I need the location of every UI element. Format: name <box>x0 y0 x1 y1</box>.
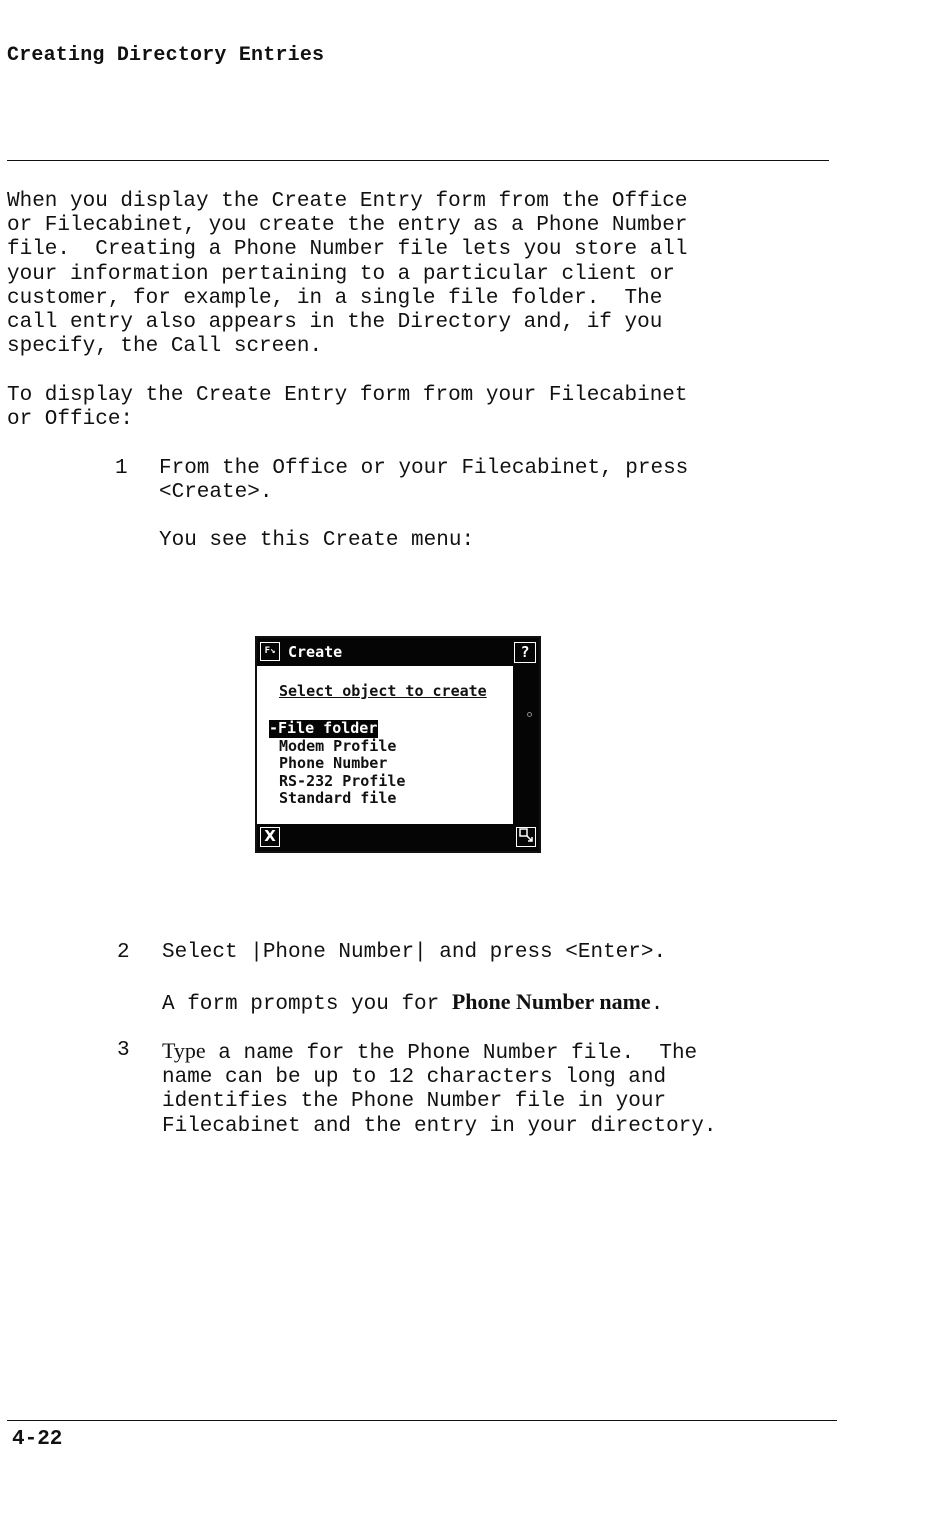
step-2-followup-end: . <box>650 993 664 1016</box>
window-bottombar <box>257 824 539 851</box>
window-menu-icon[interactable]: F↘ <box>260 642 280 661</box>
instruction-paragraph: To display the Create Entry form from your Filecabinet or Office: <box>7 384 688 432</box>
resize-glyph-icon <box>519 828 533 842</box>
header-rule <box>7 160 829 161</box>
footer-rule <box>7 1420 837 1421</box>
step-3-first-word: Type <box>162 1038 206 1063</box>
menu-item-standard-file[interactable]: Standard file <box>279 789 397 807</box>
menu-item-file-folder[interactable]: -File folder <box>269 719 378 737</box>
step-3-number: 3 <box>117 1039 130 1062</box>
step-2-text: Select |Phone Number| and press <Enter>. <box>162 941 667 964</box>
step-2-number: 2 <box>117 941 130 964</box>
resize-icon[interactable] <box>516 827 536 847</box>
step-1-followup: You see this Create menu: <box>159 529 475 552</box>
window-title: Create <box>288 643 343 661</box>
step-2-field-name: Phone Number name <box>451 989 651 1014</box>
page-number: 4-22 <box>12 1428 63 1451</box>
menu-item-phone-number[interactable]: Phone Number <box>279 754 388 772</box>
step-3-rest: a name for the Phone Number file. The name can be up to 12 characters long and identifies the Phone Number file in your Filecabinet and the entry in your directory. <box>162 1042 717 1138</box>
menu-item-modem-profile[interactable]: Modem Profile <box>279 736 397 755</box>
step-2-followup <box>162 990 663 1017</box>
window-titlebar <box>257 638 539 666</box>
menu-item-rs232-profile[interactable]: RS-232 Profile <box>279 771 406 790</box>
scroll-indicator-icon <box>527 712 532 717</box>
create-menu-window <box>255 636 541 853</box>
menu-heading: Select object to create <box>279 682 487 700</box>
help-icon[interactable]: ? <box>514 642 536 663</box>
window-scrollbar[interactable] <box>513 666 539 824</box>
close-icon[interactable]: X <box>260 827 280 847</box>
step-2-followup-lead: A form prompts you for <box>162 993 452 1016</box>
step-1-text: From the Office or your Filecabinet, press <Create>. <box>159 457 689 505</box>
page-header: Creating Directory Entries <box>7 44 325 67</box>
menu-list <box>269 719 406 808</box>
step-3-text <box>162 1039 717 1139</box>
intro-paragraph: When you display the Create Entry form from the Office or Filecabinet, you create the entry as a Phone Number file. Creating a Phone Number file lets you store all your information pertaining to a particular client or customer, for example, in a single file folder. The call entry also appears in the Directory and, if you specify, the Call screen. <box>7 190 688 359</box>
step-1-number: 1 <box>115 457 128 480</box>
